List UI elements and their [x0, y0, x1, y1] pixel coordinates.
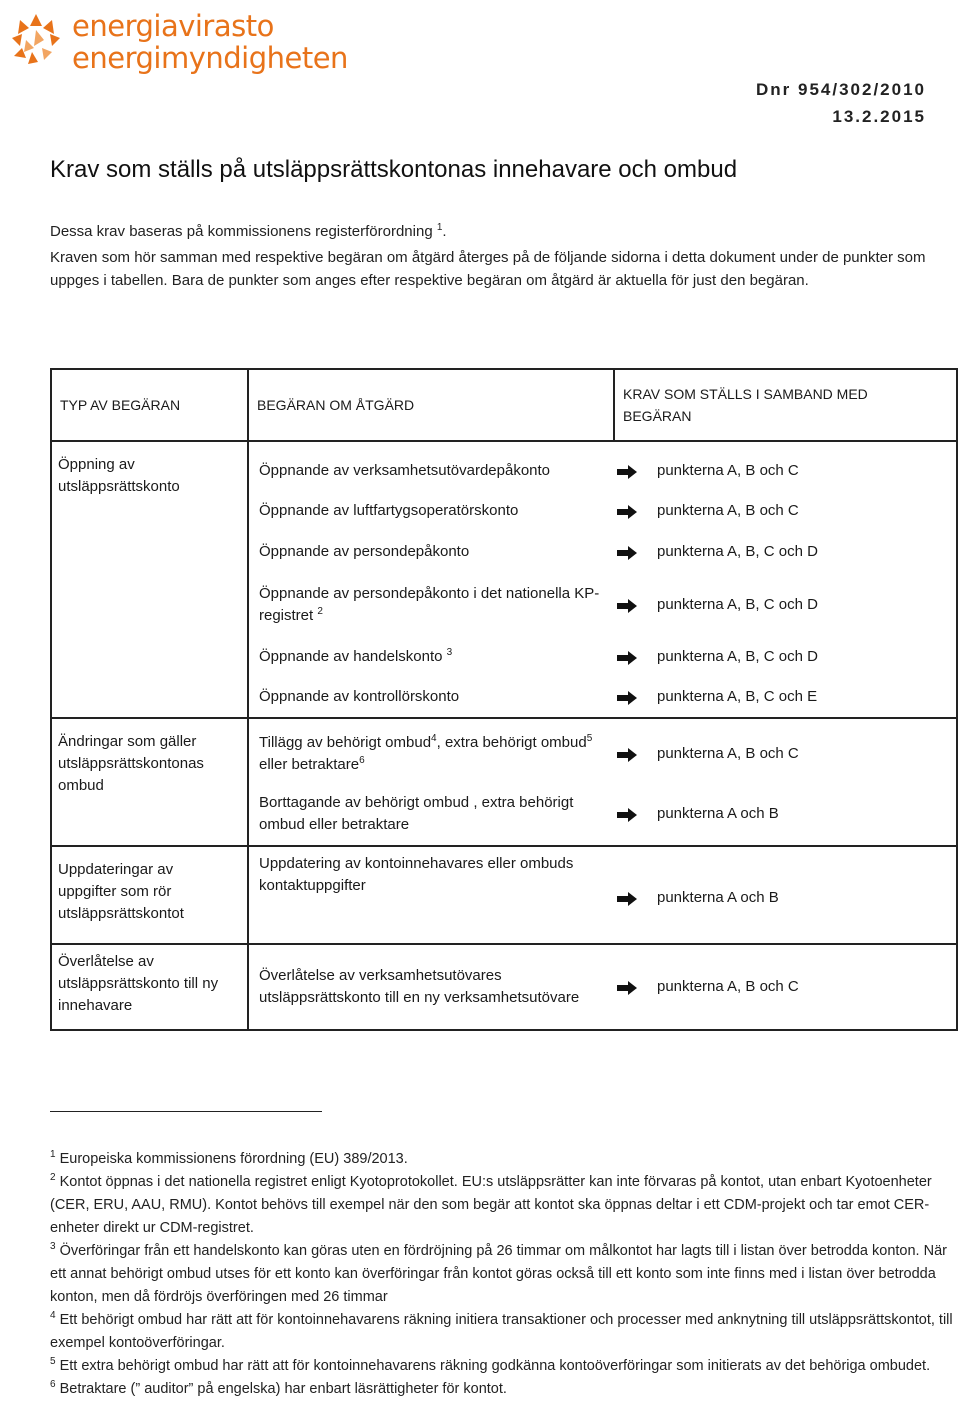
action-row: Överlåtelse av verksamhetsutövares utsläppsrättskonto till en ny verksamhetsutövare punkterna A, B och C — [259, 967, 799, 1006]
logo-text-finnish: energiavirasto — [72, 9, 274, 43]
header-action: BEGÄRAN OM ÅTGÄRD — [248, 369, 614, 441]
arrow-right-icon — [617, 690, 637, 704]
type-cell: Öppning av utsläppsrättskonto — [51, 441, 248, 718]
arrow-right-icon — [617, 980, 637, 994]
document-reference — [756, 76, 926, 130]
footnote: $^6$ Betraktare (” auditor” på engelska) har enbart läsrättigheter för kontot. — [50, 1379, 507, 1397]
footnote: $^2$ Kontot öppnas i det nationella registret enligt Kyotoprotokollet. EU:s utsläppsrätter kan inte förvaras på kontot, utan enbart Kyotoenheter (CER, ERU, AAU, RMU). Kontot behövs till exempel när den som begär att kontot ska öppnas deltar i ett CDM-projekt och tar emot CER-enheter direkt ur CDM-registret. — [50, 1172, 932, 1236]
action-row: Öppnande av kontrollörskonto punkterna A, B, C och E — [259, 688, 818, 705]
header-requirements: KRAV SOM STÄLLS I SAMBAND MED BEGÄRAN — [614, 369, 957, 441]
dnr-number: Dnr 954/302/2010 — [756, 80, 926, 99]
footnote: $^4$ Ett behörigt ombud har rätt att för kontoinnehavarens räkning initiera transaktioner och processer med anknytning till utsläppsrättskontot, till exempel kontoöverföringar. — [50, 1310, 953, 1351]
logo-mark-icon — [8, 12, 64, 80]
table-row — [51, 846, 957, 944]
dnr-date: 13.2.2015 — [832, 107, 926, 126]
type-cell: Uppdateringar av uppgifter som rör utsläppsrättskontot — [51, 846, 248, 944]
footnote: $^1$ Europeiska kommissionens förordning (EU) 389/2013. — [50, 1149, 408, 1167]
type-cell: Ändringar som gäller utsläppsrättskontonas ombud — [51, 718, 248, 846]
table-row — [51, 441, 957, 718]
logo-text-swedish: energimyndigheten — [72, 41, 348, 75]
arrow-right-icon — [617, 464, 637, 478]
footnotes — [50, 1148, 956, 1401]
arrow-right-icon — [617, 747, 637, 761]
arrow-right-icon — [617, 650, 637, 664]
footnote: $^3$ Överföringar från ett handelskonto kan göras uten en fördröjning på 26 timmar om målkontot har lagts till i listan över betrodda konton. När ett annat behörigt ombud utses för ett konto kan överföringar från kontot göras också till ett konto som inte finns med i listan över betrodda konton, men då fördröjs överföringen med 26 timmar — [50, 1241, 947, 1305]
header-type: TYP AV BEGÄRAN — [51, 369, 248, 441]
arrow-right-icon — [617, 598, 637, 612]
action-row: Uppdatering av kontoinnehavares eller ombuds kontaktuppgifter punkterna A och B — [259, 855, 779, 906]
intro — [50, 220, 930, 295]
logo — [8, 10, 348, 84]
arrow-right-icon — [617, 504, 637, 518]
action-row: Borttagande av behörigt ombud , extra behörigt ombud eller betraktare punkterna A och B — [259, 794, 779, 833]
action-row: Öppnande av handelskonto $^3$ punkterna A, B, C och D — [259, 647, 818, 665]
actions-cell — [248, 718, 957, 846]
requirements-table — [50, 368, 958, 1031]
table-row — [51, 718, 957, 846]
actions-cell — [248, 846, 957, 944]
action-row: Öppnande av persondepåkonto i det nationella KP-registret $^2$ punkterna A, B, C och D — [259, 585, 818, 624]
table-row — [51, 944, 957, 1030]
arrow-right-icon — [617, 807, 637, 821]
actions-cell — [248, 441, 957, 718]
intro-paragraph-2: Kraven som hör samman med respektive begäran om åtgärd återges på de följande sidorna i detta dokument under de punkter som uppges i tabellen. Bara de punkter som anges efter respektive begäran om åtgärd är aktuella för just den begäran. — [50, 249, 926, 289]
action-row: Öppnande av persondepåkonto punkterna A, B, C och D — [259, 543, 818, 560]
footnote-divider — [50, 1111, 322, 1112]
action-row: Tillägg av behörigt ombud$^4$, extra behörigt ombud$^5$ eller betraktare$^6$ punkterna A, B och C — [259, 733, 799, 773]
footnote: $^5$ Ett extra behörigt ombud har rätt att för kontoinnehavarens räkning godkänna kontoöverföringar som initierats av det behöriga ombudet. — [50, 1356, 931, 1374]
action-row: Öppnande av verksamhetsutövardepåkonto punkterna A, B och C — [259, 462, 799, 479]
page-title: Krav som ställs på utsläppsrättskontonas innehavare och ombud — [50, 156, 738, 183]
arrow-right-icon — [617, 891, 637, 905]
arrow-right-icon — [617, 545, 637, 559]
action-row: Öppnande av luftfartygsoperatörskonto punkterna A, B och C — [259, 502, 799, 519]
type-cell: Överlåtelse av utsläppsrättskonto till ny innehavare — [51, 944, 248, 1030]
intro-paragraph-1: Dessa krav baseras på kommissionens registerförordning $^1$. — [50, 222, 447, 240]
actions-cell — [248, 944, 957, 1030]
table-header-row — [51, 369, 957, 441]
